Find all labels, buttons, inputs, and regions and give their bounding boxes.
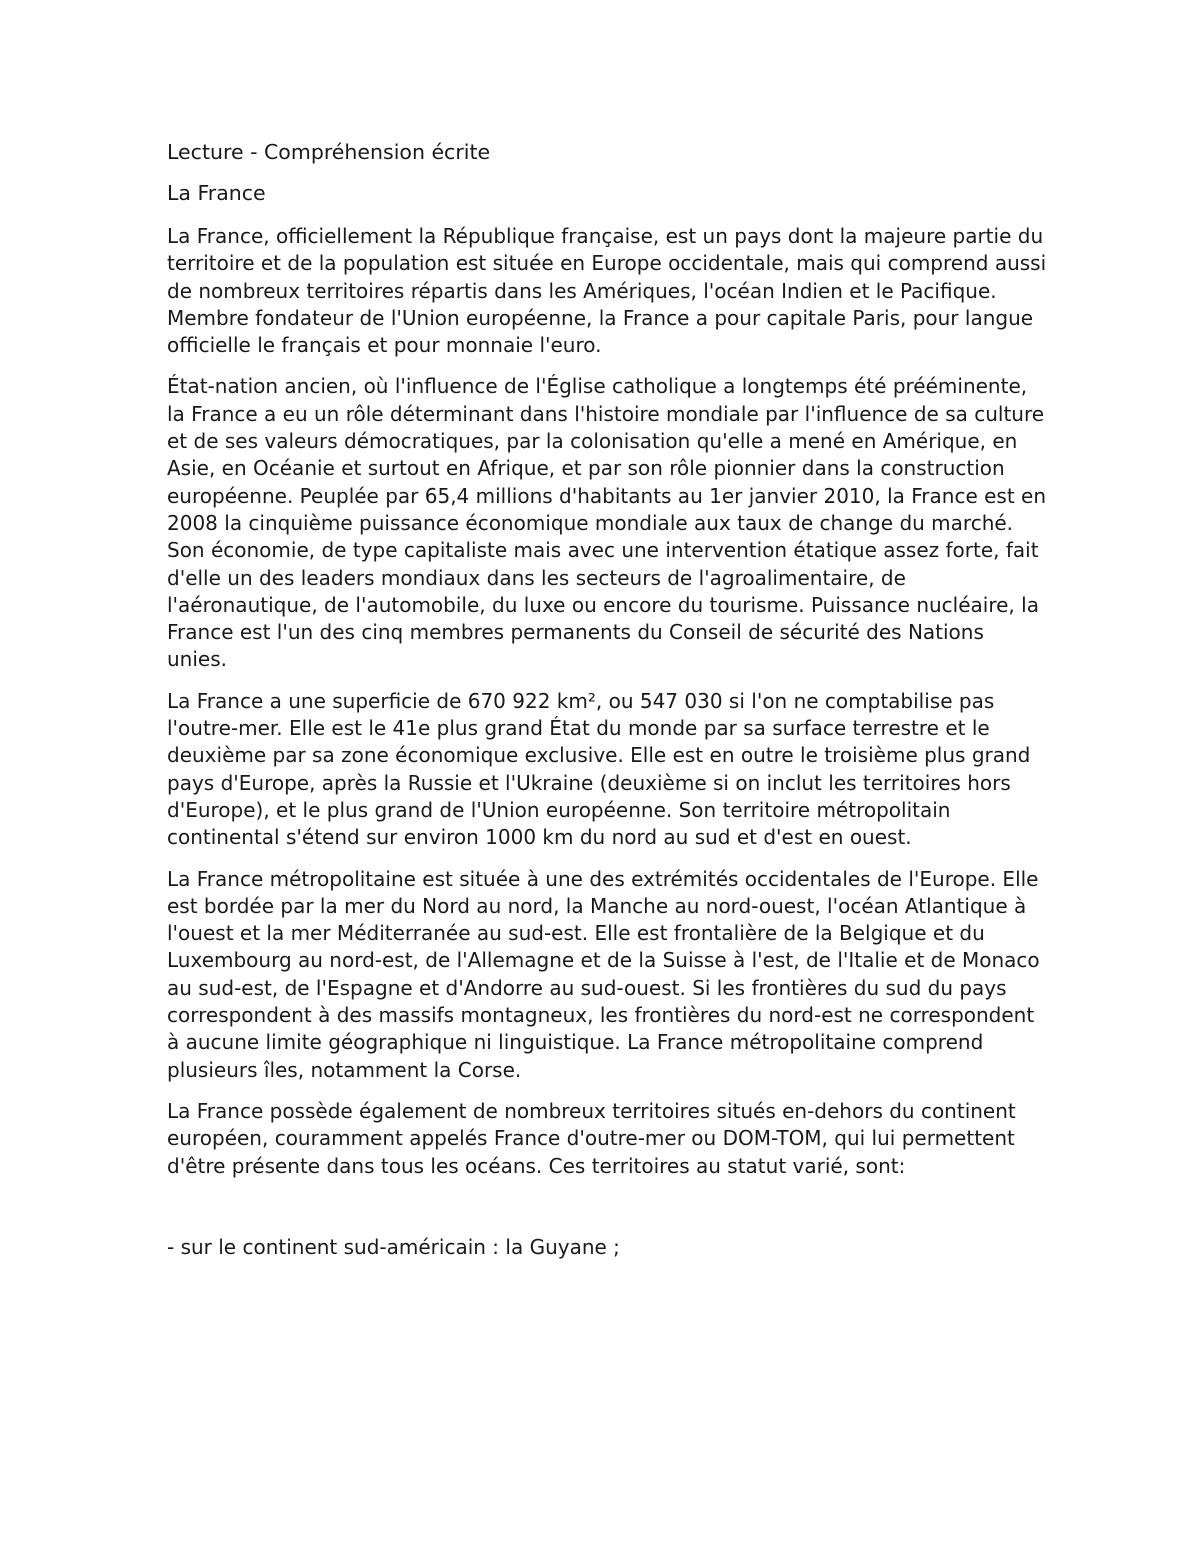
paragraph: La France possède également de nombreux territoires situés en-dehors du continent européen, couramment appelés France d'outre-mer ou DOM-TOM, qui lui permettent d'être présente dans tous les océans. Ces territoires au statut varié, sont: (167, 1098, 1016, 1178)
paragraph: La France, officiellement la République française, est un pays dont la majeure partie du territoire et de la population est située en Europe occidentale, mais qui comprend aussi de nombreux territoires répartis dans les Amériques, l'océan Indien et le Pacifique. Membre fondateur de l'Union européenne, la France a pour capitale Paris, pour langue officielle le français et pour monnaie l'euro. (167, 224, 1047, 358)
document-title: Lecture - Compréhension écrite (167, 140, 491, 164)
paragraph: État-nation ancien, où l'influence de l'Église catholique a longtemps été prééminente, la France a eu un rôle déterminant dans l'histoire mondiale par l'influence de sa culture et de ses valeurs démocratiques, par la colonisation qu'elle a mené en Amérique, en Asie, en Océanie et surtout en Afrique, et par son rôle pionnier dans la construction européenne. Peuplée par 65,4 millions d'habitants au 1er janvier 2010, la France est en 2008 la cinquième puissance économique mondiale aux taux de change du marché. Son économie, de type capitaliste mais avec une intervention étatique assez forte, fait d'elle un des leaders mondiaux dans les secteurs de l'agroalimentaire, de l'aéronautique, de l'automobile, du luxe ou encore du tourisme. Puissance nucléaire, la France est l'un des cinq membres permanents du Conseil de sécurité des Nations unies. (167, 374, 1047, 672)
paragraph: La France a une superficie de 670 922 km², ou 547 030 si l'on ne comptabilise pas l'outre-mer. Elle est le 41e plus grand État du monde par sa surface terrestre et le deuxième par sa zone économique exclusive. Elle est en outre le troisième plus grand pays d'Europe, après la Russie et l'Ukraine (deuxième si on inclut les territoires hors d'Europe), et le plus grand de l'Union européenne. Son territoire métropolitain continental s'étend sur environ 1000 km du nord au sud et d'est en ouest. (167, 688, 1031, 850)
document-page (167, 138, 1047, 1261)
list-item: - sur le continent sud-américain : la Guyane ; (167, 1234, 620, 1259)
document-subtitle: La France (167, 181, 266, 205)
paragraph: La France métropolitaine est située à une des extrémités occidentales de l'Europe. Elle est bordée par la mer du Nord au nord, la Manche au nord-ouest, l'océan Atlantique à l'ouest et la mer Méditerranée au sud-est. Elle est frontalière de la Belgique et du Luxembourg au nord-est, de l'Allemagne et de la Suisse à l'est, de l'Italie et de Monaco au sud-est, de l'Espagne et d'Andorre au sud-ouest. Si les frontières du sud du pays correspondent à des massifs montagneux, les frontières du nord-est ne correspondent à aucune limite géographique ni linguistique. La France métropolitaine comprend plusieurs îles, notamment la Corse. (167, 866, 1040, 1082)
blank-line (167, 1194, 1047, 1234)
